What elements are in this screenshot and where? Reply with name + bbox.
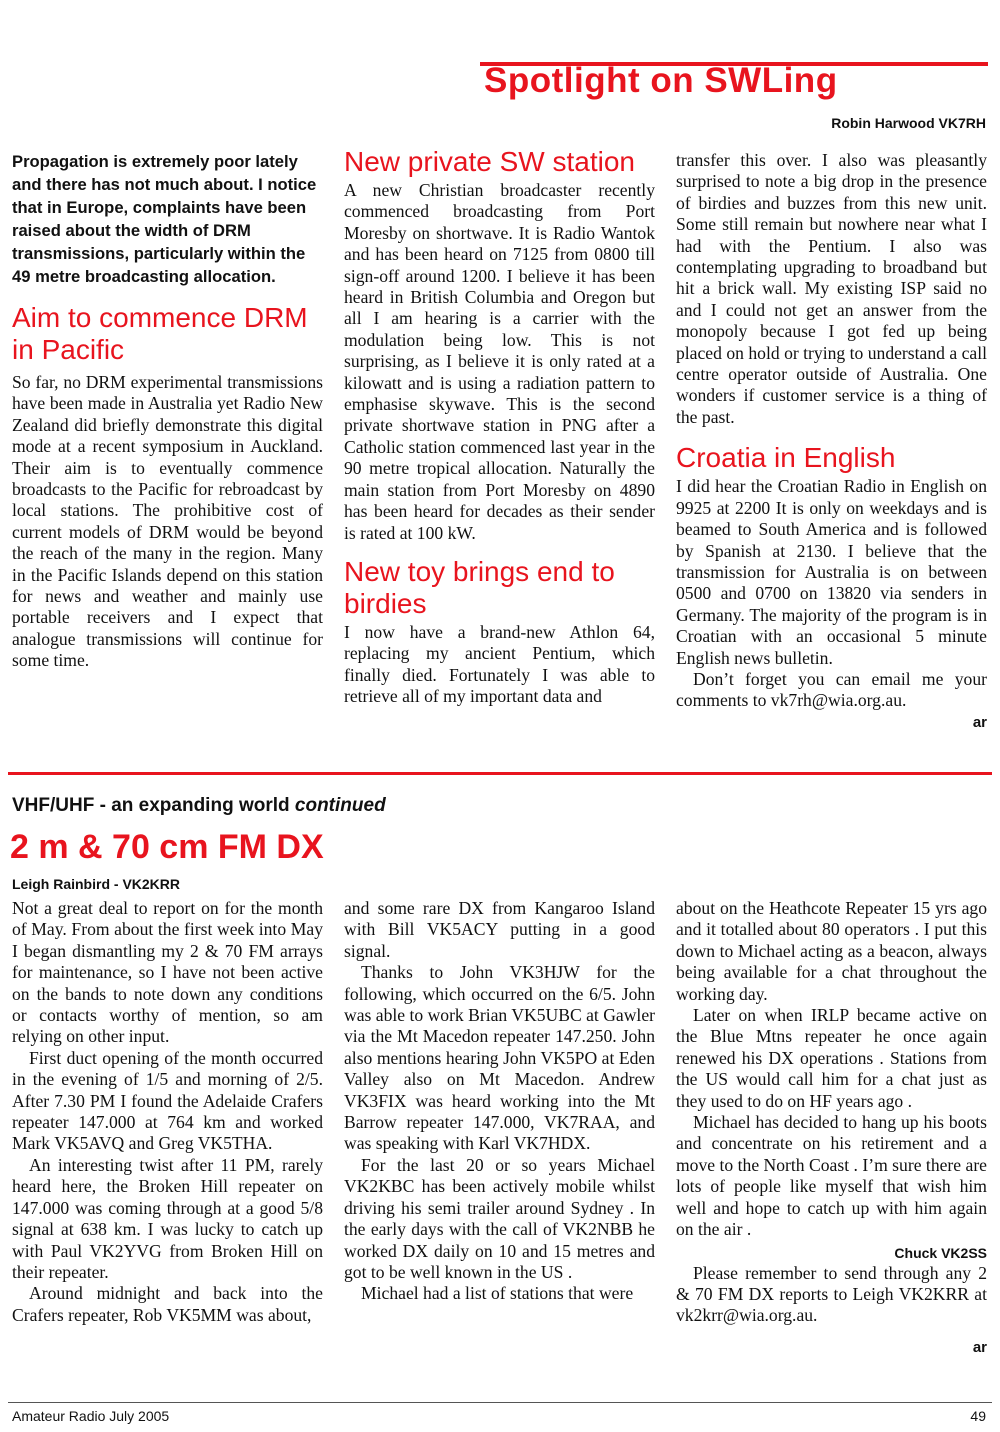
toy-text-b: transfer this over. I also was pleasantly surprised to note a big drop in the presence of birdies and buzzes from this new unit. Some still remain but nowhere near what I had with the Pentium. I also was contemplating upgrading to broadband but hit a brick wall. My existing ISP said no and I could not get an answer from the monopoly because I got fed up being placed on hold or trying to understand a call centre operator outside of Australia. One wonders if customer service is a thing of the past. bbox=[676, 150, 987, 427]
sw-heading: New private SW station bbox=[344, 146, 635, 177]
footer-magazine: Amateur Radio July 2005 bbox=[12, 1408, 170, 1424]
vhf-col1-para-3: An interesting twist after 11 PM, rarely heard here, the Broken Hill repeater on 147.000 was coming through at a good 5/8 signal at 638 km. I was lucky to catch up with Paul VK2YVG from Broken Hill on their repeater. bbox=[12, 1154, 323, 1282]
vhf-col3-para-1: about on the Heathcote Repeater 15 yrs ago and it totalled about 80 operators . I put this down to Michael acting as a beacon, always being available for a chat throughout the working day. bbox=[676, 898, 987, 1004]
vhf-kicker-main: VHF/UHF - an expanding world bbox=[12, 795, 295, 816]
upper-column-1 bbox=[12, 150, 323, 672]
croatia-text: I did hear the Croatian Radio in English on 9925 at 2200 It is only on weekdays and is beamed to South America and is followed by Spanish at 2130. I believe that the transmission for Australia is on between 0500 and 0700 on 13820 via senders in Germany. The majority of the program is in Croatian with an occasional 5 minute English news bulletin. bbox=[676, 476, 987, 668]
vhf-col1-para-4: Around midnight and back into the Crafers repeater, Rob VK5MM was about, bbox=[12, 1283, 323, 1325]
section-end-mark: ar bbox=[972, 713, 987, 731]
croatia-heading: Croatia in English bbox=[676, 442, 896, 474]
vhf-col3-para-2: Later on when IRLP became active on the Blue Mtns repeater he once again renewed his DX operations . Stations from the US would call him for a chat just as they used to do on HF years ago . bbox=[676, 1005, 987, 1111]
vhf-col2-para-1: and some rare DX from Kangaroo Island with Bill VK5ACY putting in a good signal. bbox=[344, 898, 655, 961]
vhf-col2-para-4: Michael had a list of stations that were bbox=[361, 1283, 634, 1304]
vhf-author: Leigh Rainbird - VK2KRR bbox=[12, 876, 181, 892]
lower-column-1 bbox=[12, 898, 323, 1326]
toy-heading: New toy brings end to birdies bbox=[344, 555, 615, 619]
croatia-text-2: Don’t forget you can email me your comments to vk7rh@wia.org.au. bbox=[676, 668, 987, 711]
vhf-signoff: Chuck VK2SS bbox=[894, 1244, 987, 1261]
lower-column-3 bbox=[676, 898, 987, 1356]
upper-column-3 bbox=[676, 150, 987, 731]
drm-heading: Aim to commence DRM in Pacific bbox=[12, 302, 308, 365]
section-author: Robin Harwood VK7RH bbox=[831, 115, 986, 131]
vhf-col2-para-2: Thanks to John VK3HJW for the following, which occurred on the 6/5. John was able to work Brian VK5UBC at Gawler via the Mt Macedon repeater 147.250. John also mentions hearing John VK5PO at Eden Valley also on Mt Macedon. Andrew VK3FIX was heard working into the Mt Barrow repeater 147.000, VK7RAA, and was speaking with Karl VK7HDX. bbox=[344, 962, 655, 1154]
vhf-col1-para-1: Not a great deal to report on for the month of May. From about the first week into May I began dismantling my 2 & 70 FM arrays for maintenance, so I have not been active on the bands to note down any conditions or contacts worthy of mention, so am relying on other input. bbox=[12, 898, 323, 1047]
vhf-col3-tail: Please remember to send through any 2 & 70 FM DX reports to Leigh VK2KRR at vk2krr@wia.org.au. bbox=[676, 1262, 987, 1326]
vhf-title: 2 m & 70 cm FM DX bbox=[10, 828, 324, 866]
footer-rule bbox=[8, 1402, 992, 1403]
vhf-col1-para-2: First duct opening of the month occurred in the evening of 1/5 and morning of 2/5. After 7.30 PM I found the Adelaide Crafers repeater 147.000 at 764 km and worked Mark VK5AVQ and Greg VK5THA. bbox=[12, 1047, 323, 1154]
section-title: Spotlight on SWLing bbox=[484, 61, 838, 100]
vhf-kicker-continued: continued bbox=[294, 795, 386, 816]
footer-page-number: 49 bbox=[970, 1408, 986, 1424]
vhf-col3-para-3: Michael has decided to hang up his boots and concentrate on his retirement and a move to the North Coast . I’m sure there are lots of people like myself that wish him well and hope to catch up with him again on the air . bbox=[676, 1112, 987, 1240]
upper-column-2 bbox=[344, 146, 655, 708]
drm-text: So far, no DRM experimental transmissions have been made in Australia yet Radio New Zealand did briefly demonstrate this digital mode at a recent symposium in Auckland. Their aim is to eventually commence broadcasts to the Pacific for rebroadcast by local stations. The prohibitive cost of current models of DRM would be beyond the reach of the many in the region. Many in the Pacific Islands depend on this station for news and weather and mainly use portable receivers and I expect that analogue transmissions will continue for some time. bbox=[12, 372, 323, 671]
intro-text: Propagation is extremely poor lately and there has not much about. I notice that in Europe, complaints have been raised about the width of DRM transmissions, particularly within the 49 metre broadcasting allocation. bbox=[12, 152, 317, 286]
vhf-kicker bbox=[12, 795, 386, 817]
vhf-col2-para-3: For the last 20 or so years Michael VK2KBC has been actively mobile whilst driving his semi trailer around Sydney . In the early days with the call of VK2NBB he worked DX daily on 10 and 15 metres and got to be well known in the US . bbox=[344, 1154, 655, 1282]
lower-column-2 bbox=[344, 898, 655, 1305]
sw-text: A new Christian broadcaster recently commenced broadcasting from Port Moresby on shortwave. It is Radio Wantok and has been heard on 7125 from 0800 till sign-off around 1200. I believe it has been heard in British Columbia and Oregon but all I am hearing is a carrier with the modulation being low. This is not surprising, as I believe it is only rated at a kilowatt and is using a radiation pattern to emphasise skywave. This is the second private shortwave station in PNG after a Catholic station commenced last year in the 90 metre tropical allocation. Naturally the main station from Port Moresby on 4890 has been heard for decades as their sender is rated at 100 kW. bbox=[344, 180, 655, 543]
vhf-end-mark: ar bbox=[972, 1338, 987, 1356]
section-divider bbox=[8, 772, 992, 775]
toy-text-a: I now have a brand-new Athlon 64, replacing my ancient Pentium, which finally died. Fortunately I was able to retrieve all of my important data and bbox=[344, 621, 655, 707]
